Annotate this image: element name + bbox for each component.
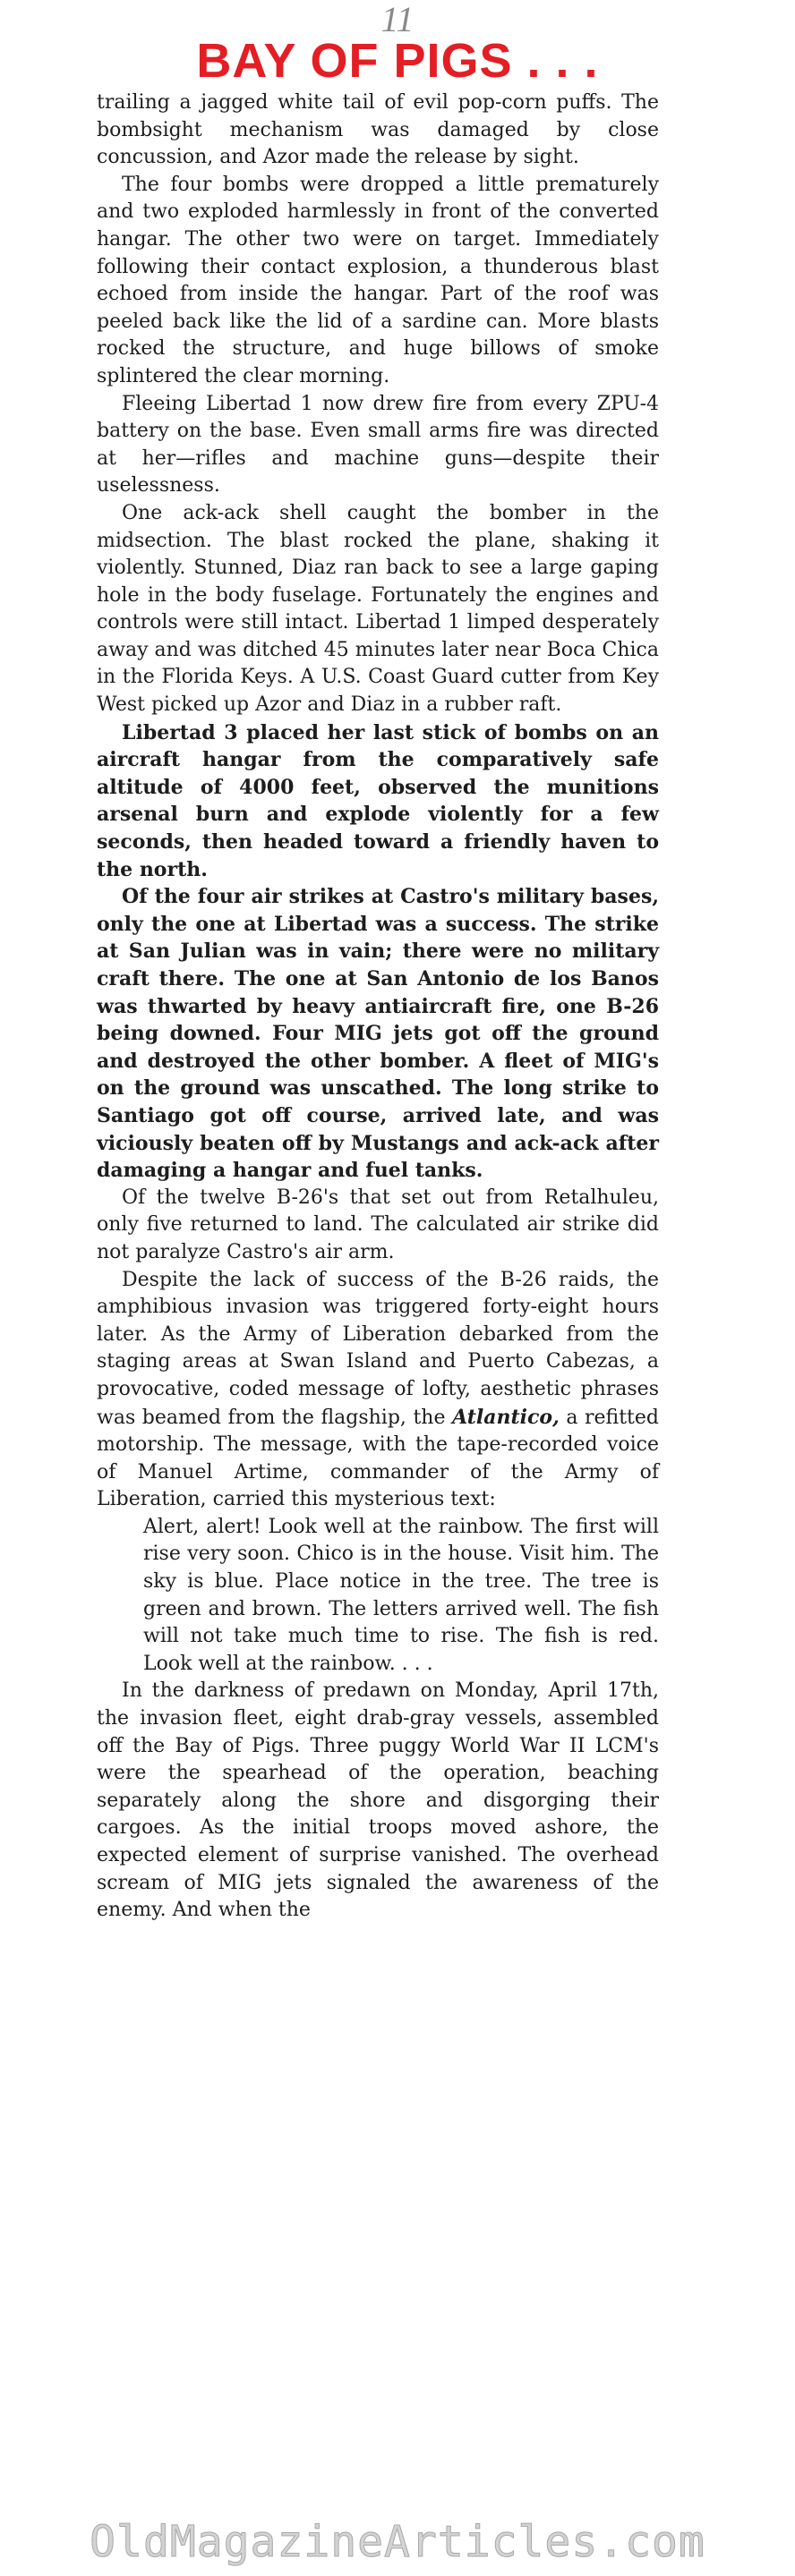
paragraph-fleeing-libertad: Fleeing Libertad 1 now drew fire from every ZPU-4 battery on the base. Even small arms fire was directed at her—rifles and machine guns—despite their uselessness. [97, 392, 659, 497]
paragraph-libertad-3: Libertad 3 placed her last stick of bombs on an aircraft hangar from the comparatively safe altitude of 4000 feet, observed the munitions arsenal burn and explode violently for a few seconds, then headed toward a friendly haven to the north. [97, 720, 659, 881]
page-number: 11 [380, 0, 415, 39]
coded-message-quote: Alert, alert! Look well at the rainbow. The first will rise very soon. Chico is in the house. Visit him. The sky is blue. Place notice in the tree. The tree is green and brown. The letters arrived well. The fish will not take much time to rise. The fish is red. Look well at the rainbow. . . . [143, 1515, 659, 1675]
article-body [97, 89, 659, 1925]
paragraph-predawn-invasion: In the darkness of predawn on Monday, April 17th, the invasion fleet, eight drab-gray vessels, assembled off the Bay of Pigs. Three puggy World War II LCM's were the spearhead of the operation, beaching separately along the shore and disgorging their cargoes. As the initial troops moved ashore, the expected element of surprise vanished. The overhead scream of MIG jets signaled the awareness of the enemy. And when the [97, 1679, 659, 1922]
paragraph-despite-lack-of-success [97, 1267, 659, 1514]
paragraph-text-part: Despite the lack of success of the B-26 raids, the amphibious invasion was triggered forty-eight hours later. As the Army of Liberation debarked from the staging areas at Swan Island and Puerto Cabezas, a provocative, coded message of lofty, aesthetic phrases was beamed from the flagship, the [97, 1268, 659, 1429]
paragraph-twelve-b26: Of the twelve B-26's that set out from Retalhuleu, only five returned to land. The calculated air strike did not paralyze Castro's air arm. [97, 1186, 659, 1263]
paragraph-bombs-dropped: The four bombs were dropped a little prematurely and two exploded harmlessly in front of the converted hangar. The other two were on target. Immediately following their contact explosion, a thunderous blast echoed from inside the hangar. Part of the roof was peeled back like the lid of a sardine can. More blasts rocked the structure, and huge billows of smoke splintered the clear morning. [97, 173, 659, 387]
paragraph-four-air-strikes: Of the four air strikes at Castro's military bases, only the one at Libertad was a success. The strike at San Julian was in vain; there were no military craft there. The one at San Antonio de los Banos was thwarted by heavy antiaircraft fire, one B-26 being downed. Four MIG jets got off the ground and destroyed the other bomber. A fleet of MIG's on the ground was unscathed. The long strike to Santiago got off course, arrived late, and was viciously beaten off by Mustangs and ack-ack after damaging a hangar and fuel tanks. [97, 885, 659, 1183]
paragraph-continued: trailing a jagged white tail of evil pop-corn puffs. The bombsight mechanism was damaged by close concussion, and Azor made the release by sight. [97, 91, 659, 169]
headline: BAY OF PIGS . . . [196, 34, 599, 88]
ship-name: Atlantico, [452, 1405, 560, 1429]
site-watermark: OldMagazineArticles.com [90, 2517, 705, 2567]
paragraph-text-part: a refitted motorship. The message, with the tape-recorded voice of Manuel Artime, commander of the Army of Liberation, carried this mysterious text: [97, 1406, 659, 1511]
paragraph-ack-ack-shell: One ack-ack shell caught the bomber in the midsection. The blast rocked the plane, shaking it violently. Stunned, Diaz ran back to see a large gaping hole in the body fuselage. Fortunately the engines and controls were still intact. Libertad 1 limped desperately away and was ditched 45 minutes later near Boca Chica in the Florida Keys. A U.S. Coast Guard cutter from Key West picked up Azor and Diaz in a rubber raft. [97, 501, 659, 717]
